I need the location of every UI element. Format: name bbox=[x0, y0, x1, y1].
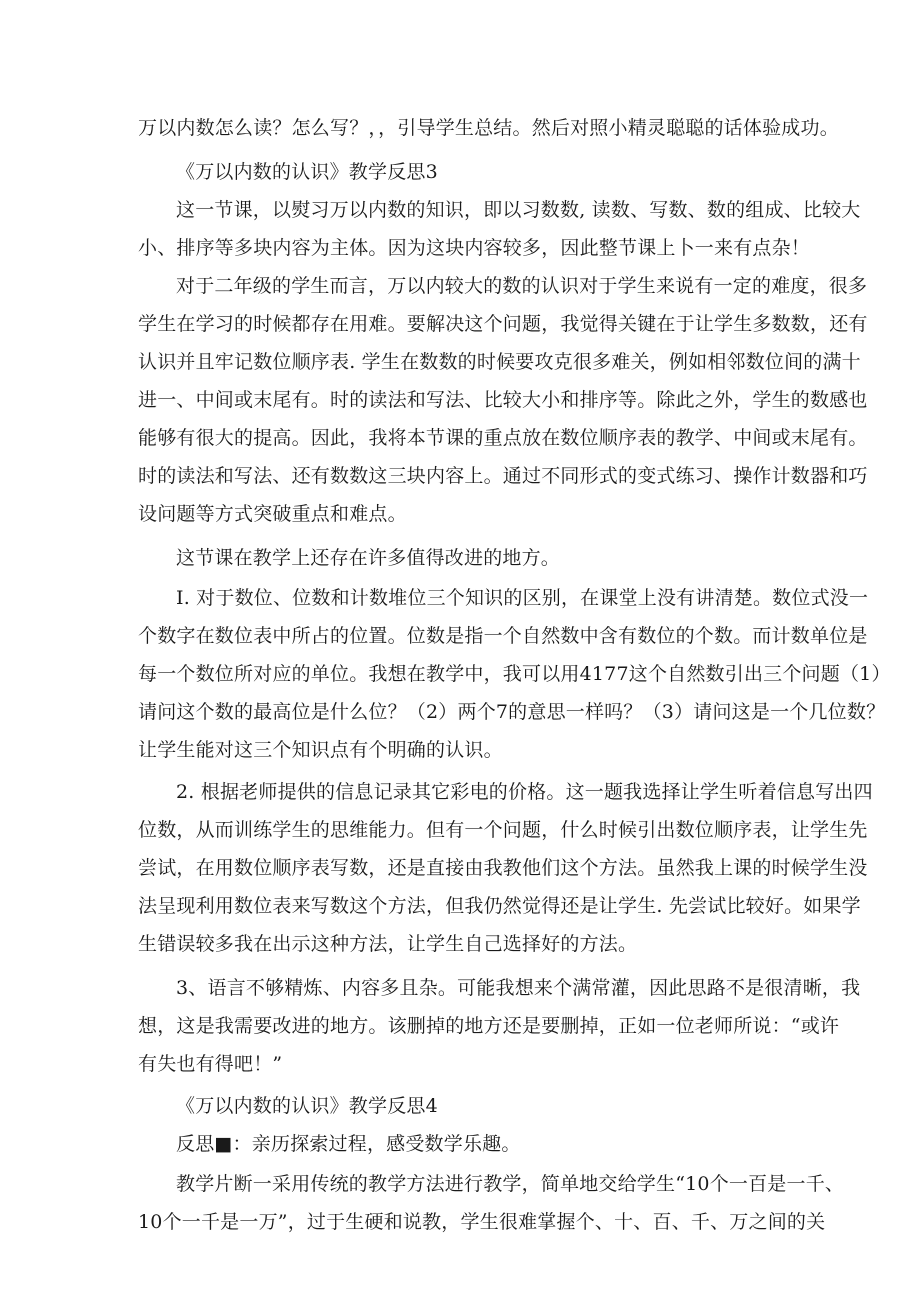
body-line: 位数，从而训练学生的思维能力。但有一个问题，什么时候引出数位顺序表，让学生先 bbox=[138, 819, 868, 841]
paragraph-first-line: 教学片断一采用传统的教学方法进行教学，简单地交给学生“10个一百是一千、 bbox=[176, 1173, 845, 1195]
body-line: 有失也有得吧！” bbox=[138, 1053, 283, 1075]
section-heading: 《万以内数的认识》教学反思3 bbox=[176, 161, 438, 183]
body-line: 请问这个数的最高位是什么位？（2）两个7的意思一样吗？（3）请问这是一个几位数？ bbox=[138, 701, 886, 723]
paragraph-first-line: I. 对于数位、位数和计数堆位三个知识的区别，在课堂上没有讲清楚。数位式没一 bbox=[176, 587, 869, 609]
body-line: 想，这是我需要改进的地方。该删掉的地方还是要删掉，正如一位老师所说：“或许 bbox=[138, 1015, 840, 1037]
body-line: 让学生能对这三个知识点有个明确的认识。 bbox=[138, 739, 503, 761]
body-line: 认识并且牢记数位顺序表. 学生在数数的时候要攻克很多难关，例如相邻数位间的满十 bbox=[138, 351, 861, 373]
body-line: 进一、中间或末尾有。时的读法和写法、比较大小和排序等。除此之外，学生的数感也 bbox=[138, 389, 868, 411]
body-line: 万以内数怎么读？怎么写？，，引导学生总结。然后对照小精灵聪聪的话体验成功。 bbox=[138, 117, 839, 139]
body-line: 尝试，在用数位顺序表写数，还是直接由我教他们这个方法。虽然我上课的时候学生没 bbox=[138, 857, 868, 879]
paragraph-first-line: 反思■：亲历探索过程，感受数学乐趣。 bbox=[176, 1133, 521, 1155]
body-line: 学生在学习的时候都存在用难。要解决这个问题，我觉得关键在于让学生多数数，还有 bbox=[138, 313, 868, 335]
body-line: 法呈现利用数位表来写数这个方法，但我仍然觉得还是让学生. 先尝试比较好。如果学 bbox=[138, 895, 861, 917]
paragraph-first-line: 这一节课，以熨习万以内数的知识，即以习数数, 读数、写数、数的组成、比较大 bbox=[176, 199, 861, 221]
body-line: 时的读法和写法、还有数数这三块内容上。通过不同形式的变式练习、操作计数器和巧 bbox=[138, 465, 868, 487]
body-line: 个数字在数位表中所占的位置。位数是指一个自然数中含有数位的个数。而计数单位是 bbox=[138, 625, 868, 647]
paragraph-first-line: 这节课在教学上还存在许多值得改进的地方。 bbox=[176, 547, 561, 569]
body-line: 能够有很大的提高。因此，我将本节课的重点放在数位顺序表的教学、中间或末尾有。 bbox=[138, 427, 868, 449]
paragraph-first-line: 3、语言不够精炼、内容多且杂。可能我想来个满常灌，因此思路不是很清晰，我 bbox=[176, 977, 861, 999]
paragraph-first-line: 对于二年级的学生而言，万以内较大的数的认识对于学生来说有一定的难度，很多 bbox=[176, 275, 868, 297]
section-heading: 《万以内数的认识》教学反思4 bbox=[176, 1095, 438, 1117]
body-line: 10个一千是一万”，过于生硬和说教，学生很难掌握个、十、百、千、万之间的关 bbox=[138, 1211, 826, 1233]
paragraph-first-line: 2. 根据老师提供的信息记录其它彩电的价格。这一题我选择让学生听着信息写出四 bbox=[176, 781, 873, 803]
body-line: 每一个数位所对应的单位。我想在教学中，我可以用4177这个自然数引出三个问题（1） bbox=[138, 663, 891, 685]
body-line: 小、排序等多块内容为主体。因为这块内容较多，因此整节课上卜一来有点杂！ bbox=[138, 237, 811, 259]
body-line: 设问题等方式突破重点和难点。 bbox=[138, 503, 407, 525]
body-line: 生错误较多我在出示这种方法，让学生自己选择好的方法。 bbox=[138, 933, 638, 955]
